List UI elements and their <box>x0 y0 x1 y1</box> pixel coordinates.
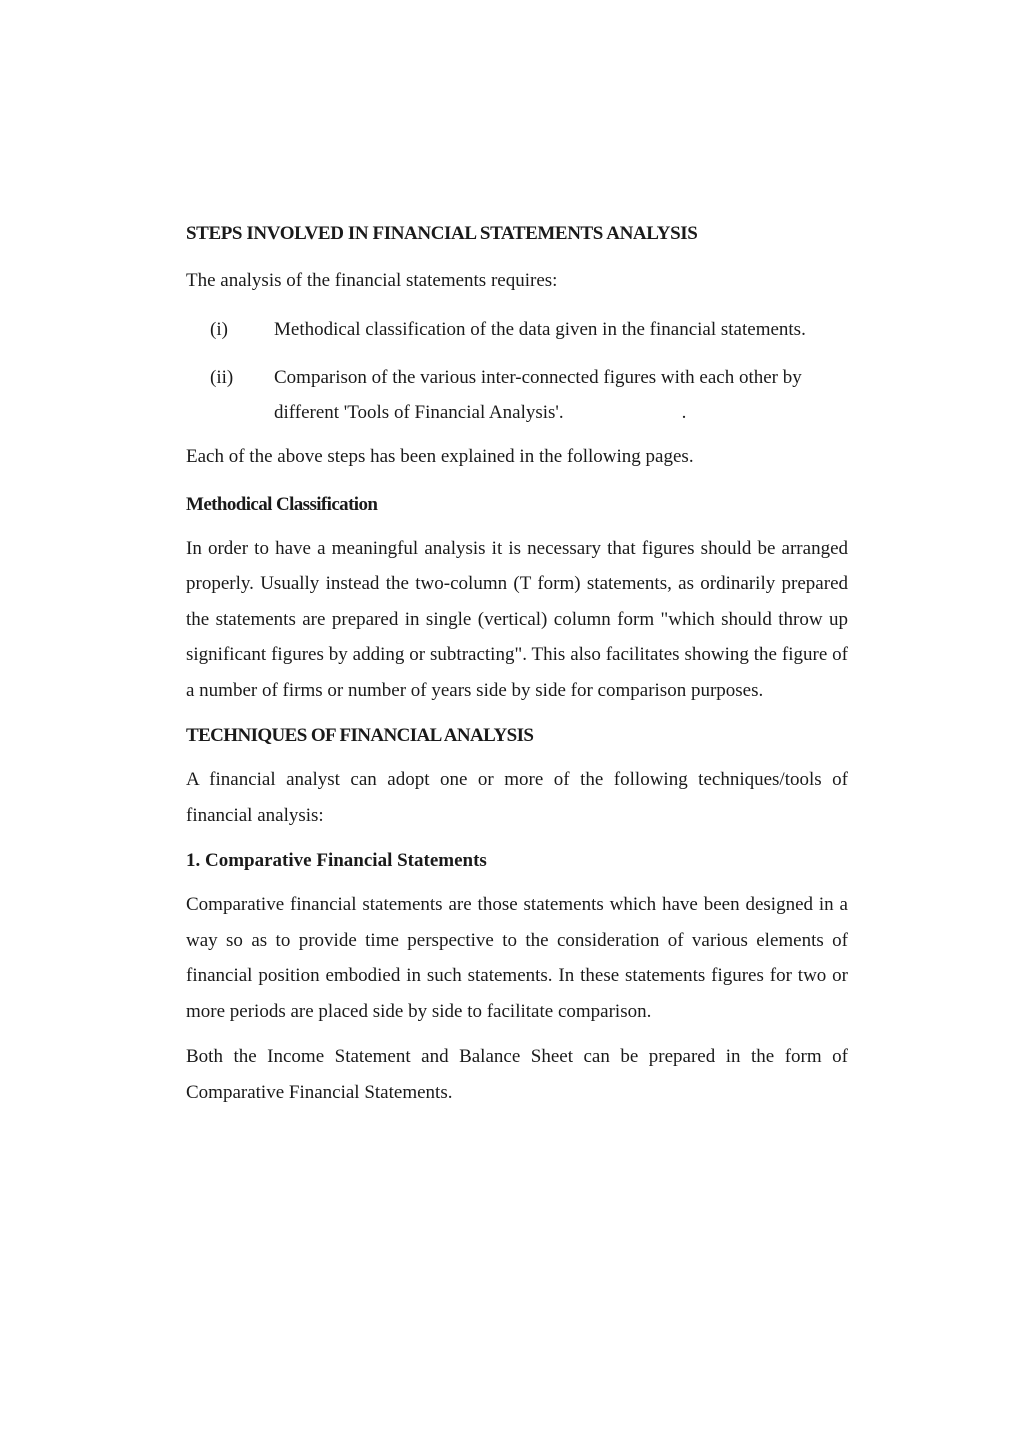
trailing-dot: . <box>681 402 687 423</box>
document-page <box>186 220 848 1110</box>
list-item-text: Comparison of the various inter-connected figures with each other by different 'Tools of Financial Analysis'. <box>274 366 802 423</box>
list-item-text: Methodical classification of the data given in the financial statements. <box>274 319 806 340</box>
steps-intro: The analysis of the financial statements requires: <box>186 270 558 291</box>
list-item-number: (i) <box>210 319 228 340</box>
steps-closing: Each of the above steps has been explained in the following pages. <box>186 445 694 467</box>
list-item-text-wrap <box>274 360 848 431</box>
steps-list <box>186 312 848 431</box>
list-item <box>186 312 848 348</box>
comparative-statements-heading: 1. Comparative Financial Statements <box>186 850 487 871</box>
techniques-heading: TECHNIQUES OF FINANCIAL ANALYSIS <box>186 725 534 746</box>
techniques-body: A financial analyst can adopt one or more of the following techniques/tools of financial analysis: <box>186 769 848 826</box>
comparative-statements-note: Both the Income Statement and Balance Sheet can be prepared in the form of Comparative Financial Statements. <box>186 1046 848 1103</box>
methodical-classification-heading: Methodical Classification <box>186 493 378 515</box>
list-item <box>186 360 848 431</box>
steps-heading: STEPS INVOLVED IN FINANCIAL STATEMENTS ANALYSIS <box>186 223 698 244</box>
methodical-classification-body: In order to have a meaningful analysis it is necessary that figures should be arranged properly. Usually instead the two-column (T form) statements, as ordinarily prepared the statements are prepared in single (vertical) column form "which should throw up significant figures by adding or subtracting". This also facilitates showing the figure of a number of firms or number of years side by side for comparison purposes. <box>186 537 848 701</box>
comparative-statements-body: Comparative financial statements are those statements which have been designed in a way so as to provide time perspective to the consideration of various elements of financial position embodied in such statements. In these statements figures for two or more periods are placed side by side to facilitate comparison. <box>186 894 848 1022</box>
list-item-number: (ii) <box>210 366 234 388</box>
